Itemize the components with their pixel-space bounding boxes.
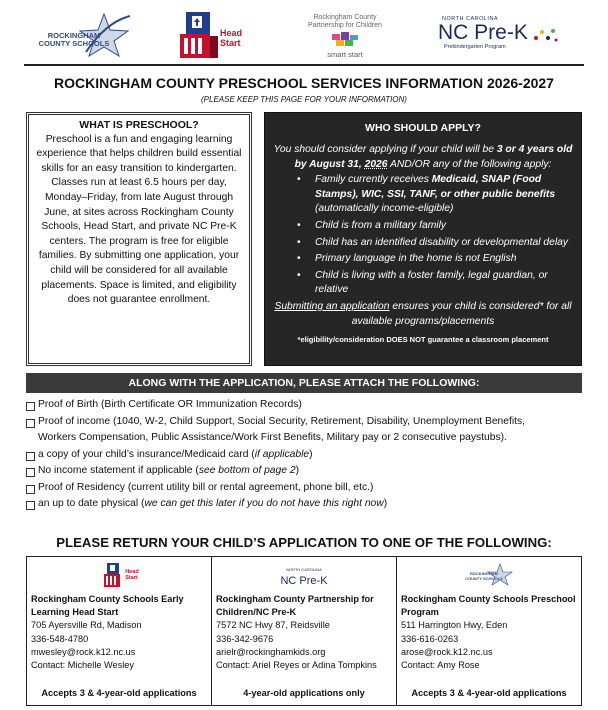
contact-partnership <box>212 557 397 705</box>
contact-person: Contact: Ariel Reyes or Adina Tompkins <box>216 660 377 671</box>
what-is-preschool-box <box>26 112 252 366</box>
logo-row <box>0 0 608 66</box>
check-proof-of-birth: Proof of Birth (Birth Certificate OR Immunization Records) <box>26 397 586 414</box>
contact-head-start-logo: Head Start <box>31 561 207 589</box>
contact-email[interactable]: mwesley@rock.k12.nc.us <box>31 646 136 657</box>
criteria-foster: • Child is living with a foster family, legal guardian, or relative <box>293 269 573 298</box>
check-physical: an up to date physical (we can get this later if you do not have this right now) <box>26 496 586 513</box>
head-start-blocks-icon <box>176 10 222 60</box>
head-start-start-text: Start <box>220 38 241 48</box>
smart-start-text: smart start <box>327 50 363 59</box>
criteria-language: • Primary language in the home is not English <box>293 252 573 267</box>
check-proof-of-income-cont: Workers Compensation, Public Assistance/Work First Benefits, Military pay or 2 consecutive paystubs). <box>38 432 507 443</box>
rcs-logo-text: ROCKINGHAM COUNTY SCHOOLS <box>38 31 110 48</box>
contact-accepts: Accepts 3 & 4-year-old applications <box>411 687 567 698</box>
check-residency: Proof of Residency (current utility bill or rental agreement, phone bill, etc.) <box>26 480 586 497</box>
contact-phone: 336-548-4780 <box>31 633 89 644</box>
who-heading: WHO SHOULD APPLY? <box>365 122 481 134</box>
ncpk-tag-text: Prekindergarten Program <box>444 44 506 50</box>
criteria-military: • Child is from a military family <box>293 219 573 234</box>
nc-prek-logo <box>438 16 558 60</box>
contact-name: Rockingham County Schools Preschool Program <box>401 594 576 618</box>
contact-email[interactable]: arose@rock.k12.nc.us <box>401 646 493 657</box>
rcs-logo <box>34 12 134 58</box>
contact-address: 705 Ayersville Rd, Madison <box>31 620 142 631</box>
criteria-public-benefits: • Family currently receives Medicaid, SNAP (Food Stamps), WIC, SSI, TANF, or other public benefits (automatically income-eligible) <box>293 173 573 217</box>
contact-person: Contact: Amy Rose <box>401 660 480 671</box>
smart-start-logo <box>300 14 390 64</box>
head-start-logo <box>176 10 248 62</box>
contact-person: Contact: Michelle Wesley <box>31 660 134 671</box>
contact-rcs-preschool <box>397 557 581 705</box>
contact-address: 7572 NC Hwy 87, Reidsville <box>216 620 330 631</box>
attach-heading: ALONG WITH THE APPLICATION, PLEASE ATTACH THE FOLLOWING: <box>26 373 582 393</box>
attach-checklist <box>26 397 586 513</box>
smart-start-blocks-icon <box>330 32 360 46</box>
ncpk-confetti-icon <box>532 26 558 44</box>
contact-head-start <box>27 557 212 705</box>
pfc-line2: Partnership for Children <box>308 22 382 29</box>
head-start-head-text: Head <box>220 28 243 38</box>
contact-name: Rockingham County Schools Early Learning Head Start <box>31 594 184 618</box>
return-heading: PLEASE RETURN YOUR CHILD’S APPLICATION TO ONE OF THE FOLLOWING: <box>56 535 552 550</box>
contact-phone: 336-342-9676 <box>216 633 274 644</box>
ncpk-name-text: NC Pre-K <box>438 21 528 44</box>
check-insurance-card: a copy of your child’s insurance/Medicaid card (if applicable) <box>26 447 586 464</box>
pfc-line1: Rockingham County <box>313 14 377 21</box>
contact-email[interactable]: arielr@rockinghamkids.org <box>216 646 326 657</box>
what-body: Preschool is a fun and engaging learning experience that helps children build essential skills for an easy transition to kindergarten. Classes run at least 6.5 hours per day, Monday–Friday, from late August through June, at sites across Rockingham County Schools, Head Start, and private NC Pre-K centers. The program is free for eligible families. By submitting one application, your child will be considered for all available placements. Space is limited, and eligibility does not guarantee enrollment. <box>36 133 242 306</box>
ncpk-state-text: NORTH CAROLINA <box>442 16 499 22</box>
header-divider <box>24 64 584 66</box>
who-criteria-list <box>273 173 573 298</box>
contact-phone: 336-616-0263 <box>401 633 459 644</box>
page-subtitle: (PLEASE KEEP THIS PAGE FOR YOUR INFORMATION) <box>201 95 407 104</box>
contact-rcs-logo: ROCKINGHAM COUNTY SCHOOLS <box>401 561 577 589</box>
who-eligibility-note: *eligibility/consideration DOES NOT guarantee a classroom placement <box>297 335 549 345</box>
who-outro: Submitting an application ensures your child is considered* for all available programs/placements <box>274 300 572 327</box>
who-intro: You should consider applying if your child will be 3 or 4 years old by August 31, 2026 AND/OR any of the following apply: <box>273 144 573 170</box>
contact-name: Rockingham County Partnership for Children/NC Pre-K <box>216 594 374 618</box>
criteria-disability: • Child has an identified disability or developmental delay <box>293 236 573 251</box>
who-should-apply-box <box>264 112 582 366</box>
check-proof-of-income: Proof of income (1040, W-2, Child Support, Social Security, Retirement, Disability, Unemployment Benefits, <box>26 414 586 431</box>
contact-accepts: Accepts 3 & 4-year-old applications <box>41 687 197 698</box>
contacts-table <box>26 556 582 706</box>
contact-accepts: 4-year-old applications only <box>243 687 365 698</box>
contact-address: 511 Harrington Hwy, Eden <box>401 620 508 631</box>
what-heading: WHAT IS PRESCHOOL? <box>79 119 199 131</box>
check-no-income: No income statement if applicable (see bottom of page 2) <box>26 463 586 480</box>
page-title: ROCKINGHAM COUNTY PRESCHOOL SERVICES INFORMATION 2026-2027 <box>54 75 554 91</box>
contact-nc-prek-logo: NORTH CAROLINA NC Pre-K <box>280 566 328 588</box>
